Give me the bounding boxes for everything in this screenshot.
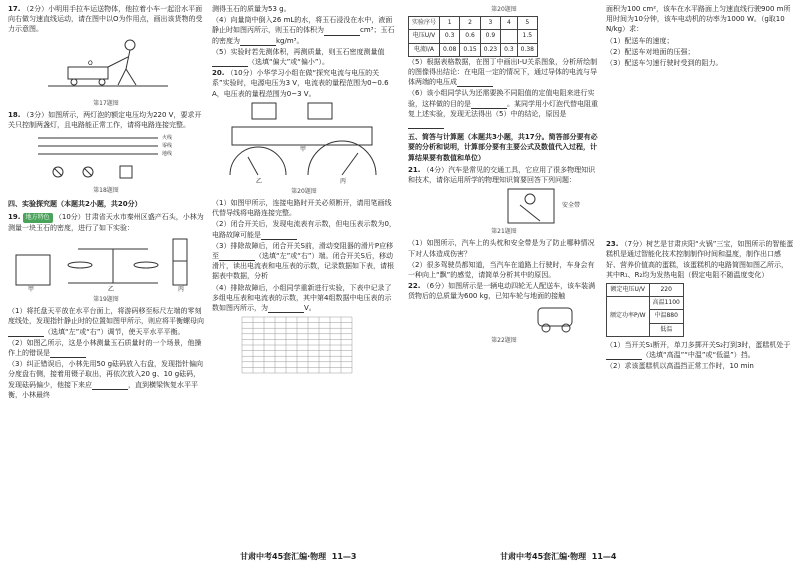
fig20-label-yi: 乙 [256,177,263,185]
fig-label-jia: 甲 [28,286,35,294]
table-cell: 3 [480,17,500,30]
q20-step1: （1）如图甲所示，连接电路时开关必须断开，请用笔画线代替导线将电路连接完整。 [212,199,392,218]
q22-step3: （3）配送车匀速行驶时受到的阻力。 [606,59,723,68]
q21-step1: （1）如图所示，汽车上的头枕和安全带是为了防止哪种情况下对人体造成伤害？ [408,239,595,258]
grid-plot [212,315,396,379]
right-footer: 甘肃中考45套汇编·物理 11—4 [500,552,617,561]
wire-ground-label: 地线 [162,151,173,158]
q21-step2: （2）很多驾驶员都知道，当汽车在道路上行驶时，车身会有一种向上“飘”的感觉，请简单分析其中的原因。 [408,260,595,280]
table-cell: 5 [517,17,537,30]
circuit-meters-illustration [212,101,396,185]
q17-caption: 第17题图 [93,99,119,107]
q22: 22. （6分）如图所示是一辆电动四轮无人配送车，该车装满货物后的总质量为600 kg，已知车轮与地面的接触 [408,282,596,301]
q22-step1: （1）配送车的速度； [606,36,674,45]
table-cell: 电压U/V [409,30,440,43]
delivery-vehicle-illustration [408,304,600,334]
q20-step5: （5）根据表格数据，在图丁中画出I-U关系图象，分析所绘制的图像得出结论：在电阻一定的情况下，通过导体的电流与导体两端的电压成 [408,57,598,87]
table-cell: 电流I/A [409,43,440,56]
section-5-title: 五、简答与计算题（本题共3小题，共17分。简答部分要有必要的分析和说明，计算部分要有主要公式及数值代入过程，计算结果要有数值和单位） [408,133,598,162]
q20-step6: （6）该小组同学认为还需要换不同阻值的定值电阻来进行实验，这样做的目的是 。某同学用小灯泡代替电阻重复上述实验，发现无法得出（5）中的结论，原因是 [408,88,600,129]
q19-step1: （1）将托盘天平放在水平台面上，将游码移至标尺左端的零刻度线处，发现指针静止时的位置如图甲所示，则应将平衡螺母向（选填“左”或“右”）调节，使天平水平平衡。 [8,307,204,336]
q22-figure [408,304,600,334]
q20-step3: （3）排除故障后，闭合开关S前，滑动变阻器的滑片P应移至 （选填“左”或“右”）端。闭合开关S后，移动滑片，读出电流表和电压表的示数，记录数据如下表，请根据表中数据，分析 [212,241,394,281]
table-cell: 1.5 [517,30,537,43]
q19-step2: （2）如图乙所示，这是小林测量玉石质量时的一个场景，他操作上的错误是 [8,338,202,358]
q21: 21. （4分）汽车是常见的交通工具，它应用了很多物理知识和技术，请你运用所学的物理知识简要回答下列问题： [408,165,596,185]
fig-label-bing: 丙 [178,286,185,294]
q22-step2: （2）配送车对地面的压强； [606,47,695,56]
right-page [400,0,800,566]
q20-step4: （4）排除故障后，小组同学重新进行实验，下表中记录了多组电压表和电流表的示数，其中第4组数据中电压表的示数如图丙所示，为 V。 [212,283,392,313]
table-cell: 0.23 [480,43,500,56]
q20: 20. （10分）小华学习小组在做“探究电流与电压的关系”实验时，电源电压为3 V，电流表的量程范围为0~0.6 A，电压表的量程范围为0~3 V。 [212,69,389,98]
table-cell: 0.9 [480,30,500,43]
table-cell: 0.6 [460,30,480,43]
table-cell: 额定电压U/V [607,284,650,297]
q20-table-caption: 第20题图 [491,6,517,13]
q19: 19. 地方特色 （10分）甘肃省天水市秦州区盛产石头，小林为测量一块玉石的密度，进行了如下实验： [8,212,204,232]
cart-person-illustration [8,37,204,97]
data-table [408,16,538,57]
table-cell: 高温1100 [649,297,683,310]
q20-step2: （2）闭合开关后，发现电流表有示数，但电压表示数为0，电路故障可能是 [212,220,396,239]
spec-table [606,283,684,337]
left-page-number: 11—3 [331,552,357,561]
table-cell: 1 [440,17,460,30]
q18-caption: 第18题图 [93,187,119,195]
q21-figure [408,187,600,225]
wire-neutral-label: 零线 [162,143,173,150]
fig20-label-bing: 丙 [340,177,347,185]
left-column-1 [8,4,204,401]
q19-step5: （5）实验时若先测体积，再测质量，则玉石密度测量值（选填“偏大”或“偏小”）。 [212,47,385,67]
table-cell: 0.3 [440,30,460,43]
q17-figure [8,37,204,97]
table-header-row [409,17,538,30]
q19-mass-line: 测得玉石的质量为53 g。 [212,5,291,13]
table-cell: 4 [501,17,518,30]
table-cell: 低温 [649,323,683,336]
q21-caption: 第21题图 [491,228,517,236]
balance-scale-illustration [8,235,204,293]
table-cell: 额定功率P/W [607,297,650,337]
q19-figure [8,235,204,293]
local-feature-badge: 地方特色 [23,213,53,223]
right-page-number: 11—4 [591,552,617,561]
table-row [607,284,684,297]
table-cell: 2 [460,17,480,30]
wire-live-label: 火线 [162,135,173,142]
table-row [409,30,538,43]
svg-text:O: O [88,59,93,67]
spacer [606,69,794,239]
table-cell: 0.08 [440,43,460,56]
circuit-diagram [8,132,204,184]
left-column-2 [212,4,396,381]
table-cell: 0.15 [460,43,480,56]
section-4-title: 四、实验探究题（本题共2小题，共20分） [8,200,142,209]
table-cell: 220 [649,284,683,297]
right-column-1 [408,4,600,347]
q19-step4: （4）向量筒中倒入26 mL的水，将玉石浸没在水中，液面静止时如图丙所示，则玉石的体积为 cm³；玉石的密度为 kg/m³。 [212,16,395,45]
seatbelt-label: 安全带 [562,202,581,210]
table-cell: 0.38 [517,43,537,56]
q19-step3: （3）纠正错误后，小林先用50 g砝码放入右盘，发现指针偏向分度盘右侧，接着用镊子取出，再依次放入20 g、10 g砝码，发现砝码偏少，他接下来应 ，直到横梁恢复水平平衡，小林最终 [8,360,204,399]
right-column-2 [606,4,794,372]
q18-figure [8,132,204,184]
table-cell: 中温880 [649,310,683,323]
q22-caption: 第22题图 [491,336,517,344]
q17: 17. （2分）小明用手拉车运送物体，他拉着小车一起沿水平面向右做匀速直线运动，请在图中以O为作用点，画出该货物的受力示意图。 [8,5,203,34]
q22-continued: 面积为100 cm²，该车在水平路面上匀速直线行驶900 m所用时间为10分钟，该车电动机的功率为1000 W。（g取10 N/kg）求： [606,5,791,34]
table-row [409,43,538,56]
table-cell: 0.3 [501,43,518,56]
q23: 23. （7分）树艺是甘肃庆阳“火锅”三宝，如图所示的智能蛋糕机是通过智能化技术控制制作时间和温度，制作出口感好、营养价值高的蛋糕，该蛋糕机的电路简图如图乙所示，其中R₁、R₂均为发热电阻（假定电阻不随温度变化） [606,240,794,279]
table-cell: 实验序号 [409,17,440,30]
q20-figure [212,101,396,185]
table-row [607,297,684,310]
q20-caption: 第20题图 [291,187,317,195]
q18: 18. （3分）如图所示，两灯泡的额定电压均为220 V，要求开关只控制两盏灯，且电路能正常工作，请将电路连接完整。 [8,110,202,130]
q19-caption: 第19题图 [93,296,119,304]
q23-step1: （1）当开关S₁断开，单刀多掷开关S₂打到3时，蛋糕机处于（选填“高温”“中温”或“低温”）挡。 [606,340,791,360]
left-footer: 甘肃中考45套汇编·物理 11—3 [240,552,357,561]
q23-step2: （2）求该蛋糕机以高温挡正常工作时，10 min [606,362,754,371]
fig20-label-jia: 甲 [300,145,307,153]
iu-grid-chart [212,315,396,379]
table-cell [501,30,518,43]
fig-label-yi: 乙 [108,286,115,294]
